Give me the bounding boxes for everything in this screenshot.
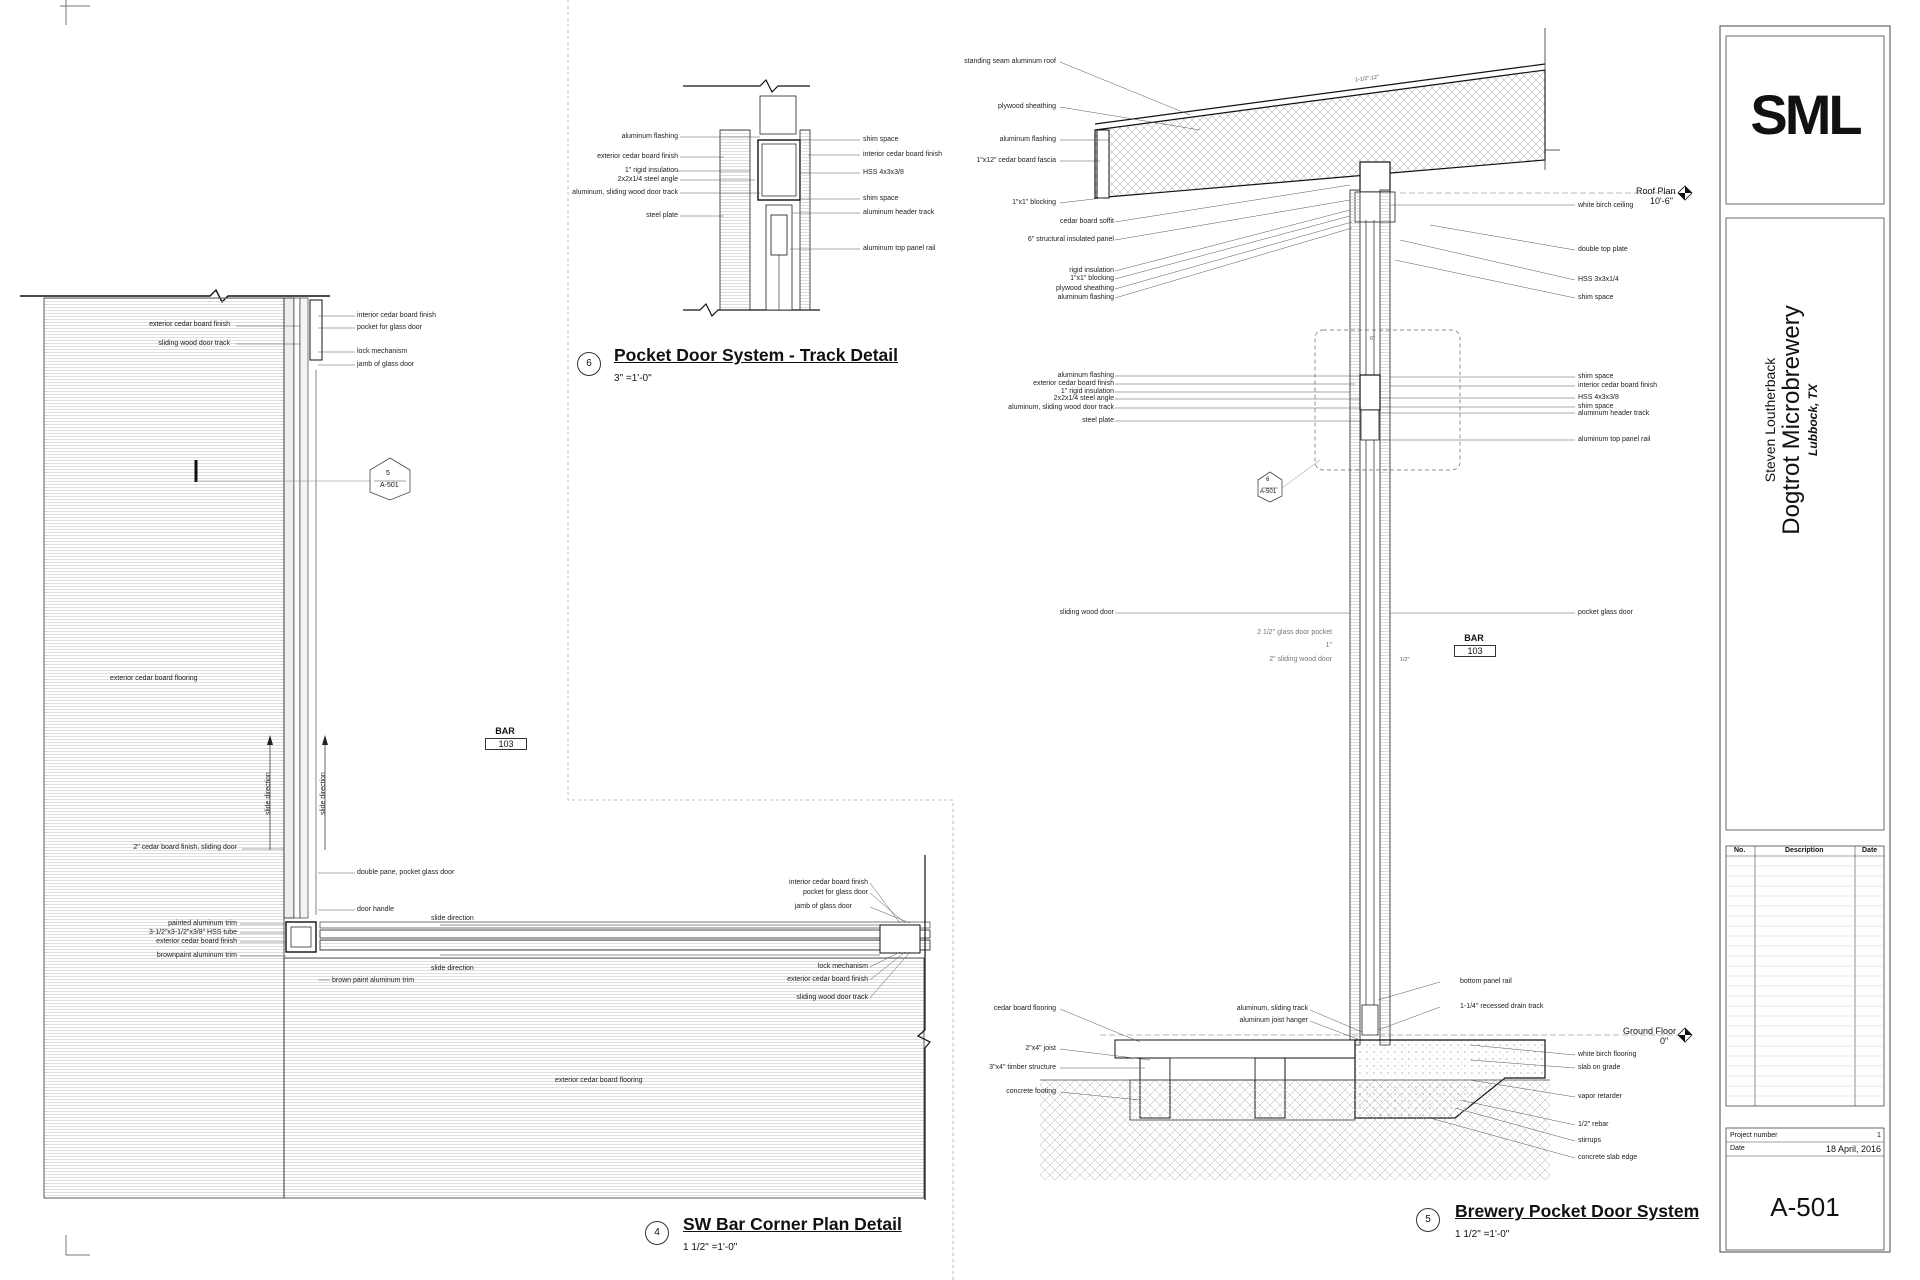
detail-scale: 3" =1'-0" — [614, 373, 652, 384]
slide-direction-label: slide direction — [431, 915, 474, 922]
detail-number-bubble: 4 — [645, 1221, 669, 1245]
label: aluminum flashing — [1057, 372, 1114, 379]
label: aluminum flashing — [999, 136, 1056, 143]
label: concrete footing — [1006, 1088, 1056, 1095]
label: sliding wood door track — [796, 994, 868, 1001]
label: exterior cedar board finish — [597, 153, 678, 160]
label: standing seam aluminum roof — [964, 58, 1056, 65]
label: shim space — [1578, 403, 1614, 410]
label: aluminum joist hanger — [1239, 1017, 1308, 1024]
label: exterior cedar board finish — [156, 938, 237, 945]
label: rigid insulation — [1069, 267, 1114, 274]
label: pocket for glass door — [803, 889, 868, 896]
label: plywood sheathing — [1056, 285, 1114, 292]
label: aluminum header track — [863, 209, 935, 216]
ground-level-name: Ground Floor — [1623, 1026, 1677, 1036]
label: 1" — [1325, 642, 1332, 649]
roof-level-elevation: 10'-6" — [1650, 196, 1673, 206]
label: white birch ceiling — [1578, 202, 1634, 209]
dimension: 1/2" — [1400, 657, 1410, 663]
detail-title: SW Bar Corner Plan Detail — [683, 1214, 902, 1234]
detail-number-bubble: 6 — [577, 352, 601, 376]
label: aluminum, sliding wood door track — [572, 189, 678, 196]
label: cedar board flooring — [993, 1005, 1056, 1012]
sheet-number: A-501 — [1770, 1192, 1840, 1222]
label: 1-1/4" recessed drain track — [1460, 1003, 1544, 1010]
label: lock mechanism — [357, 348, 408, 355]
label: door handle — [357, 906, 394, 913]
label: double top plate — [1578, 246, 1628, 253]
label: shim space — [863, 136, 899, 143]
label: 2x2x1/4 steel angle — [1053, 395, 1114, 402]
section-ref-sheet: A-501 — [380, 482, 399, 489]
project-info — [1762, 140, 1820, 700]
slide-direction-label: slide direction — [265, 772, 272, 815]
label: sliding wood door — [1059, 609, 1114, 616]
designer-name: Steven Loutherback — [1762, 357, 1778, 483]
label: exterior cedar board finish — [149, 321, 230, 328]
label: HSS 3x3x1/4 — [1578, 276, 1619, 283]
label: stirrups — [1578, 1137, 1601, 1144]
label: 2" cedar board finish, sliding door — [133, 844, 237, 851]
label: 2" sliding wood door — [1269, 656, 1332, 663]
detail-5-section — [1040, 28, 1692, 1180]
label: aluminum header track — [1578, 410, 1650, 417]
label: 3-1/2"x3-1/2"x3/8" HSS tube — [148, 929, 237, 936]
project-name: Dogtrot Microbrewery — [1778, 305, 1805, 535]
label: 2 1/2" glass door pocket — [1257, 629, 1332, 636]
room-number: 103 — [1454, 645, 1496, 657]
label: vapor retarder — [1578, 1093, 1622, 1100]
label: 2x2x1/4 steel angle — [617, 176, 678, 183]
label: aluminum flashing — [1057, 294, 1114, 301]
label: interior cedar board finish — [357, 312, 436, 319]
label: shim space — [1578, 294, 1614, 301]
ground-level-elevation: 0" — [1660, 1036, 1669, 1046]
label: aluminum flashing — [621, 133, 678, 140]
label: aluminum top panel rail — [1578, 436, 1651, 443]
label: pocket for glass door — [357, 324, 422, 331]
label: exterior cedar board flooring — [110, 675, 198, 682]
label: jamb of glass door — [794, 903, 852, 910]
label: shim space — [1578, 373, 1614, 380]
label: shim space — [863, 195, 899, 202]
label: 6" structural insulated panel — [1027, 236, 1114, 243]
label: concrete slab edge — [1578, 1154, 1638, 1161]
label: 1"x1" blocking — [1070, 275, 1114, 282]
firm-logo: SML — [1750, 83, 1860, 146]
detail-ref-sheet: A-501 — [1260, 489, 1277, 495]
project-number: 1 — [1877, 1132, 1881, 1139]
label: jamb of glass door — [357, 361, 415, 368]
revision-col-no: No. — [1734, 847, 1746, 854]
date-label: Date — [1730, 1145, 1745, 1152]
slide-direction-label: slide direction — [320, 772, 327, 815]
label: lock mechanism — [817, 963, 868, 970]
room-number: 103 — [485, 738, 527, 750]
label: aluminum, sliding track — [1236, 1005, 1308, 1012]
issue-date: 18 April, 2016 — [1826, 1144, 1882, 1154]
label: brownpaint aluminum trim — [156, 952, 237, 959]
roof-slope-dimension: 1-1/2":12" — [1354, 74, 1380, 84]
room-tag — [485, 726, 525, 750]
label: 2"x4" joist — [1025, 1045, 1056, 1052]
detail-title: Pocket Door System - Track Detail — [614, 345, 898, 365]
label: slab on grade — [1578, 1064, 1621, 1071]
label: interior cedar board finish — [1578, 382, 1657, 389]
room-name: BAR — [1464, 633, 1484, 643]
label: 1/2" rebar — [1578, 1121, 1609, 1128]
room-name: BAR — [495, 726, 515, 736]
label: 1"x1" blocking — [1012, 199, 1056, 206]
detail-scale: 1 1/2" =1'-0" — [1455, 1229, 1510, 1240]
label: double pane, pocket glass door — [357, 869, 455, 876]
label: sliding wood door track — [158, 340, 230, 347]
detail-title: Brewery Pocket Door System — [1455, 1201, 1700, 1221]
dimension: 6" — [1370, 336, 1376, 342]
label: HSS 4x3x3/8 — [863, 169, 904, 176]
project-location: Lubbock, TX — [1806, 384, 1820, 456]
label: cedar board soffit — [1060, 218, 1114, 225]
label: aluminum top panel rail — [863, 245, 936, 252]
label: aluminum, sliding wood door track — [1008, 404, 1114, 411]
label: 3"x4" timber structure — [989, 1064, 1056, 1071]
slide-direction-label: slide direction — [431, 965, 474, 972]
label: white birch flooring — [1578, 1051, 1637, 1058]
revision-col-description: Description — [1785, 847, 1824, 854]
detail-scale: 1 1/2" =1'-0" — [683, 1242, 738, 1253]
label: exterior cedar board flooring — [555, 1077, 643, 1084]
label: steel plate — [646, 212, 678, 219]
label: 1" rigid insulation — [624, 167, 678, 174]
revision-col-date: Date — [1862, 847, 1878, 854]
label: brown paint aluminum trim — [332, 977, 415, 984]
label: interior cedar board finish — [863, 151, 942, 158]
detail-4-plan — [20, 290, 930, 1200]
label: plywood sheathing — [998, 103, 1056, 110]
label: 1"x12" cedar board fascia — [976, 157, 1056, 164]
detail-ref-number: 6 — [1266, 477, 1270, 483]
label: steel plate — [1082, 417, 1114, 424]
label: pocket glass door — [1578, 609, 1633, 616]
section-ref-number: 5 — [386, 470, 390, 477]
label: exterior cedar board finish — [1033, 380, 1114, 387]
detail-6-track — [676, 80, 860, 316]
room-tag — [1454, 633, 1494, 657]
roof-level-name: Roof Plan — [1636, 186, 1676, 196]
label: interior cedar board finish — [789, 879, 868, 886]
detail-number-bubble: 5 — [1416, 1208, 1440, 1232]
project-number-label: Project number — [1730, 1132, 1778, 1139]
label: exterior cedar board finish — [787, 976, 868, 983]
label: HSS 4x3x3/8 — [1578, 394, 1619, 401]
label: bottom panel rail — [1460, 978, 1512, 985]
label: 1" rigid insulation — [1060, 388, 1114, 395]
label: painted aluminum trim — [168, 920, 237, 927]
